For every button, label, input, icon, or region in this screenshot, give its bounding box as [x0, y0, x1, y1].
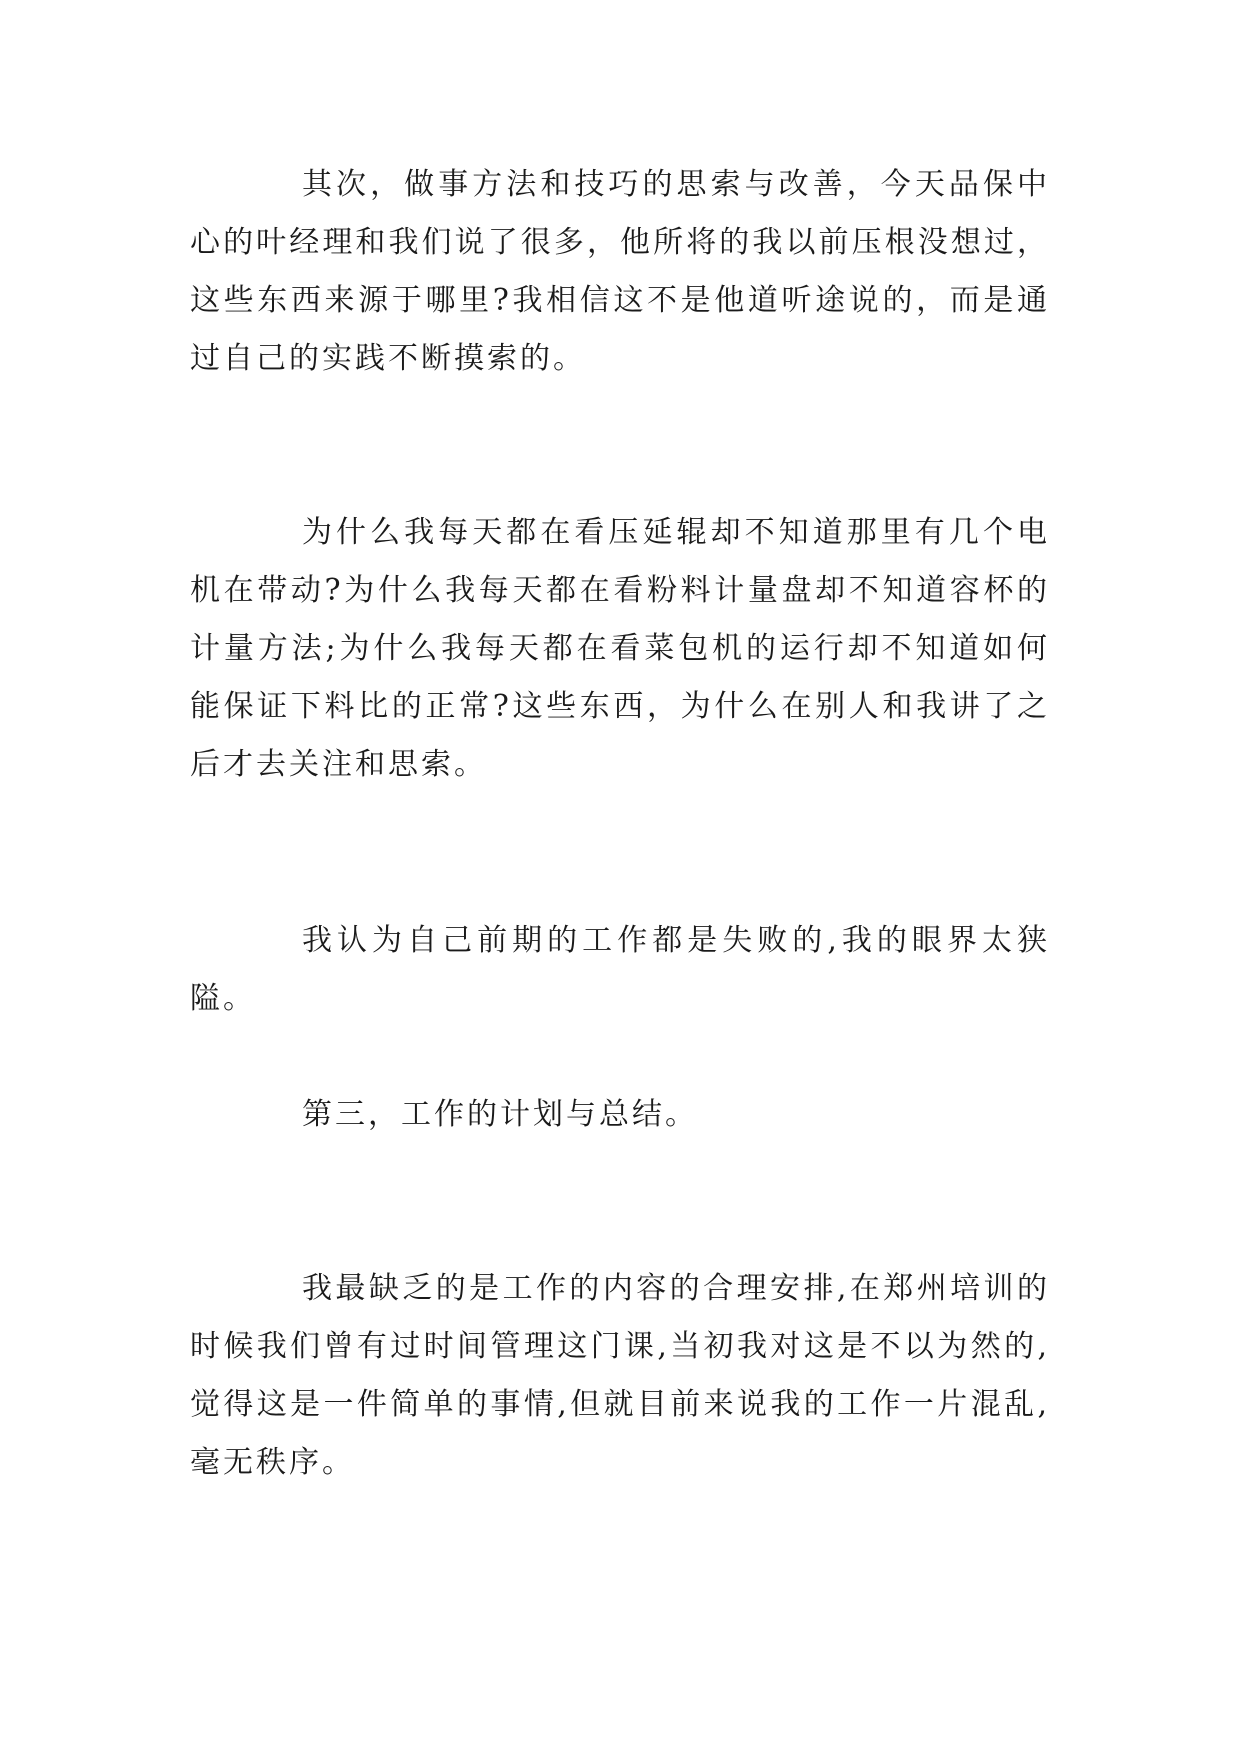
paragraph-third-point-heading: 第三，工作的计划与总结。 — [302, 1097, 698, 1132]
paragraph-time-management: 我最缺乏的是工作的内容的合理安排,在郑州培训的时候我们曾有过时间管理这门课,当初我对这是不以为然的,觉得这是一件简单的事情,但就目前来说我的工作一片混乱,毫无秩序。 — [190, 1271, 1050, 1480]
paragraph-why-questions: 为什么我每天都在看压延辊却不知道那里有几个电机在带动?为什么我每天都在看粉料计量盘却不知道容杯的计量方法;为什么我每天都在看菜包机的运行却不知道如何能保证下料比的正常?这些东西，为什么在别人和我讲了之后才去关注和思索。 — [190, 515, 1050, 782]
paragraph-methods-skills: 其次，做事方法和技巧的思索与改善，今天品保中心的叶经理和我们说了很多，他所将的我以前压根没想过，这些东西来源于哪里?我相信这不是他道听途说的，而是通过自己的实践不断摸索的。 — [190, 167, 1050, 376]
paragraph-self-assessment: 我认为自己前期的工作都是失败的,我的眼界太狭隘。 — [190, 923, 1050, 1016]
